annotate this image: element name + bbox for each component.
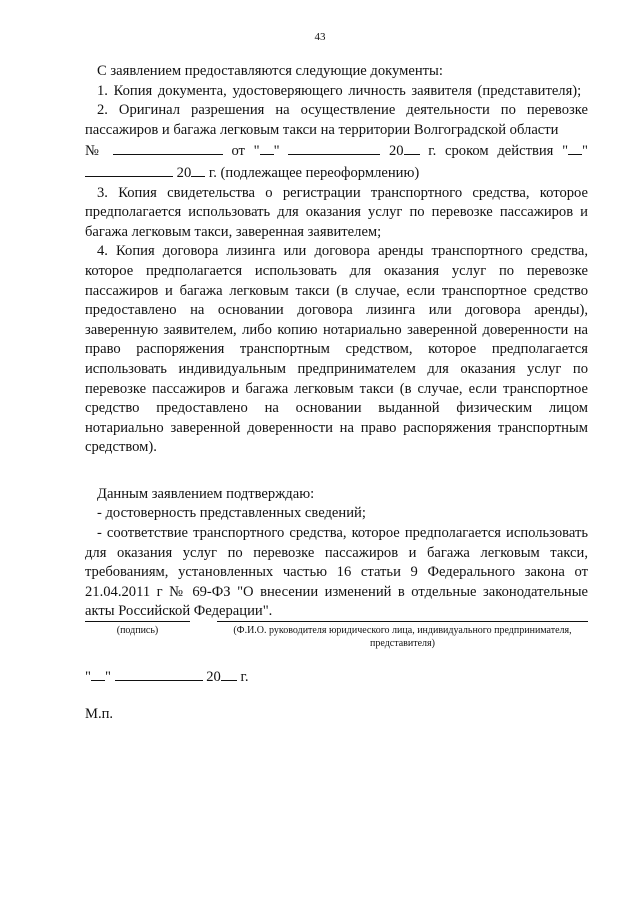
item-2-text: 2. Оригинал разрешения на осуществление деятельности по перевозке пассажиров и багажа легковым такси на территории Волгоградской области bbox=[85, 102, 588, 138]
year-blank[interactable] bbox=[404, 140, 420, 155]
month-blank[interactable] bbox=[288, 140, 380, 155]
number-label: № bbox=[85, 143, 104, 160]
document-body bbox=[85, 62, 588, 622]
number-blank[interactable] bbox=[113, 140, 223, 155]
item-4: 4. Копия договора лизинга или договора аренды транспортного средства, которое предполагается использовать для оказания услуг по перевозке пассажиров и багажа легковым такси (в случае, если транспортное средство предоставлено на основании договора лизинга или договора аренды), заверенную заявителем, либо копию нотариально заверенной доверенности на право распоряжения транспортным средством, которое предполагается использовать индивидуальным предпринимателем для оказания услуг по перевозке пассажиров и багажа легковым такси (в случае, если транспортное средство предоставлено на основании выданной физическим лицом нотариально заверенной доверенности на право распоряжения транспортным средством). bbox=[85, 243, 588, 456]
spacer bbox=[85, 458, 588, 477]
year-prefix: 20 bbox=[388, 143, 404, 160]
confirm-item-2: - соответствие транспортного средства, которое предполагается использовать для оказания услуг по перевозке пассажиров и багажа легковым такси, требованиям, установленных частью 16 статьи 9 Федерального закона от 21.04.2011 г № 69-ФЗ "О внесении изменений в отдельные законодательные акты Российской Федерации". bbox=[85, 525, 588, 620]
date-year-suffix: г. bbox=[240, 669, 249, 685]
validity-day-blank[interactable] bbox=[568, 140, 582, 155]
date-year-prefix: 20 bbox=[206, 669, 221, 685]
item-2-tail-line bbox=[85, 162, 588, 184]
item-2-number-line: № от " " 20 г. сроком действия " " bbox=[85, 140, 588, 162]
item-3: 3. Копия свидетельства о регистрации транспортного средства, которое предполагается использовать для оказания услуг по перевозке пассажиров и багажа легковым такси, заверенная заявителем; bbox=[85, 184, 588, 240]
date-month-blank[interactable] bbox=[115, 666, 203, 681]
validity-year-blank[interactable] bbox=[191, 162, 205, 177]
confirm-item-1: - достоверность представленных сведений; bbox=[97, 505, 366, 522]
year2-prefix: 20 bbox=[176, 164, 192, 181]
spacer bbox=[85, 477, 588, 485]
signature-line[interactable] bbox=[85, 621, 190, 622]
intro-text: С заявлением предоставляются следующие документы: bbox=[97, 63, 443, 79]
name-line[interactable] bbox=[217, 621, 588, 622]
page-number: 43 bbox=[314, 31, 326, 43]
confirm-intro: Данным заявлением подтверждаю: bbox=[97, 485, 315, 502]
signature-caption: (подпись) bbox=[116, 625, 159, 636]
item-2-tail: г. (подлежащее переоформлению) bbox=[208, 164, 420, 181]
day-blank[interactable] bbox=[260, 140, 274, 155]
item-2 bbox=[85, 101, 588, 140]
date-day-blank[interactable] bbox=[91, 666, 105, 681]
item-1: 1. Копия документа, удостоверяющего личность заявителя (представителя); bbox=[97, 82, 582, 99]
date-line: " " 20 г. bbox=[85, 666, 248, 687]
date-year-blank[interactable] bbox=[221, 666, 237, 681]
from-label: от bbox=[231, 143, 245, 160]
name-caption: (Ф.И.О. руководителя юридического лица, индивидуального предпринимателя, представителя) bbox=[233, 625, 572, 649]
validity-label: г. сроком действия bbox=[428, 143, 554, 160]
stamp-label: М.п. bbox=[85, 706, 114, 722]
validity-month-blank[interactable] bbox=[85, 162, 173, 177]
signature-block bbox=[85, 621, 588, 661]
